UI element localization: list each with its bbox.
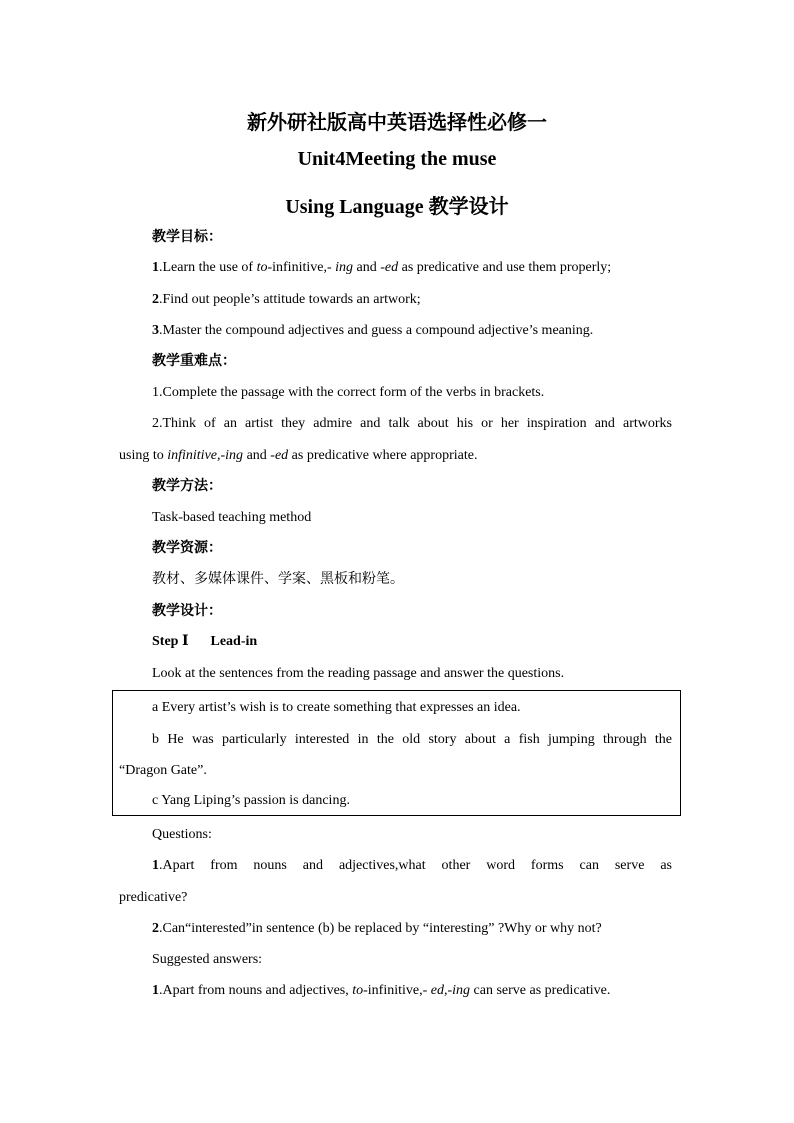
methods-heading: 教学方法： (152, 478, 222, 494)
key-points-heading: 教学重难点： (152, 353, 236, 369)
objective-item-2 (152, 291, 421, 309)
question-text: .Apart from nouns and adjectives,what other word forms can serve as (159, 858, 672, 873)
resources-heading: 教学资源： (152, 540, 222, 556)
key-point-text: -ed (270, 448, 289, 463)
sentence-c: c Yang Liping’s passion is dancing. (152, 793, 350, 808)
step-label: Step Ⅰ (152, 634, 189, 649)
answer-text: can serve as predicative. (470, 983, 611, 998)
step-heading (152, 633, 257, 651)
objective-text: .Master the compound adjectives and guess a compound adjective’s meaning. (159, 323, 594, 338)
answer-text: ed,-ing (430, 983, 471, 998)
answer-text: .Apart from nouns and adjectives, (159, 983, 353, 998)
key-point-text: and (243, 448, 271, 463)
objective-text: ing (335, 260, 354, 275)
objective-number: 1 (152, 260, 159, 275)
answer-1 (152, 982, 610, 1000)
objective-number: 2 (152, 292, 159, 307)
objective-text: as predicative and use them properly; (398, 260, 612, 275)
doc-title-line1: 新外研社版高中英语选择性必修一 (247, 112, 547, 134)
key-point-text: infinitive,-ing (167, 448, 244, 463)
objective-text: and (353, 260, 381, 275)
key-point-1: 1.Complete the passage with the correct form of the verbs in brackets. (152, 385, 545, 400)
objective-text: .Find out people’s attitude towards an artwork; (159, 292, 421, 307)
objective-item-3 (152, 322, 593, 340)
objective-text: .Learn the use of (159, 260, 257, 275)
doc-title-line2: Unit4Meeting the muse (297, 148, 497, 170)
question-2 (152, 920, 602, 938)
objective-text: to (256, 260, 268, 275)
question-text: .Can“interested”in sentence (b) be replaced by “interesting” ?Why or why not? (159, 921, 602, 936)
sentence-a: a Every artist’s wish is to create something that expresses an idea. (152, 700, 521, 715)
sentence-b-line1: b He was particularly interested in the old story about a fish jumping through the (152, 732, 672, 747)
question-1-line2: predicative? (119, 890, 188, 905)
methods-text: Task-based teaching method (152, 510, 312, 525)
objective-number: 3 (152, 323, 159, 338)
leadin-instruction: Look at the sentences from the reading passage and answer the questions. (152, 666, 565, 681)
design-heading: 教学设计： (152, 603, 222, 619)
question-number: 2 (152, 921, 159, 936)
sentence-b-line2: “Dragon Gate”. (119, 763, 207, 778)
key-point-text: as predicative where appropriate. (288, 448, 478, 463)
questions-heading: Questions: (152, 827, 212, 842)
doc-title-line3: Using Language 教学设计 (285, 196, 509, 218)
objectives-heading: 教学目标： (152, 229, 222, 245)
answer-number: 1 (152, 983, 159, 998)
question-1-line1 (152, 857, 672, 875)
objective-item-1 (152, 259, 611, 277)
answer-text: to (352, 983, 364, 998)
step-name: Lead-in (210, 634, 258, 649)
answer-text: -infinitive,- (363, 983, 431, 998)
question-number: 1 (152, 858, 159, 873)
key-point-text: using to (119, 448, 168, 463)
resources-text: 教材、多媒体课件、学案、黑板和粉笔。 (152, 571, 404, 587)
answers-heading: Suggested answers: (152, 952, 263, 967)
objective-text: -infinitive,- (267, 260, 336, 275)
key-point-2-line2 (119, 447, 477, 465)
key-point-2-line1: 2.Think of an artist they admire and talk about his or her inspiration and artworks (152, 416, 672, 431)
objective-text: -ed (380, 260, 399, 275)
